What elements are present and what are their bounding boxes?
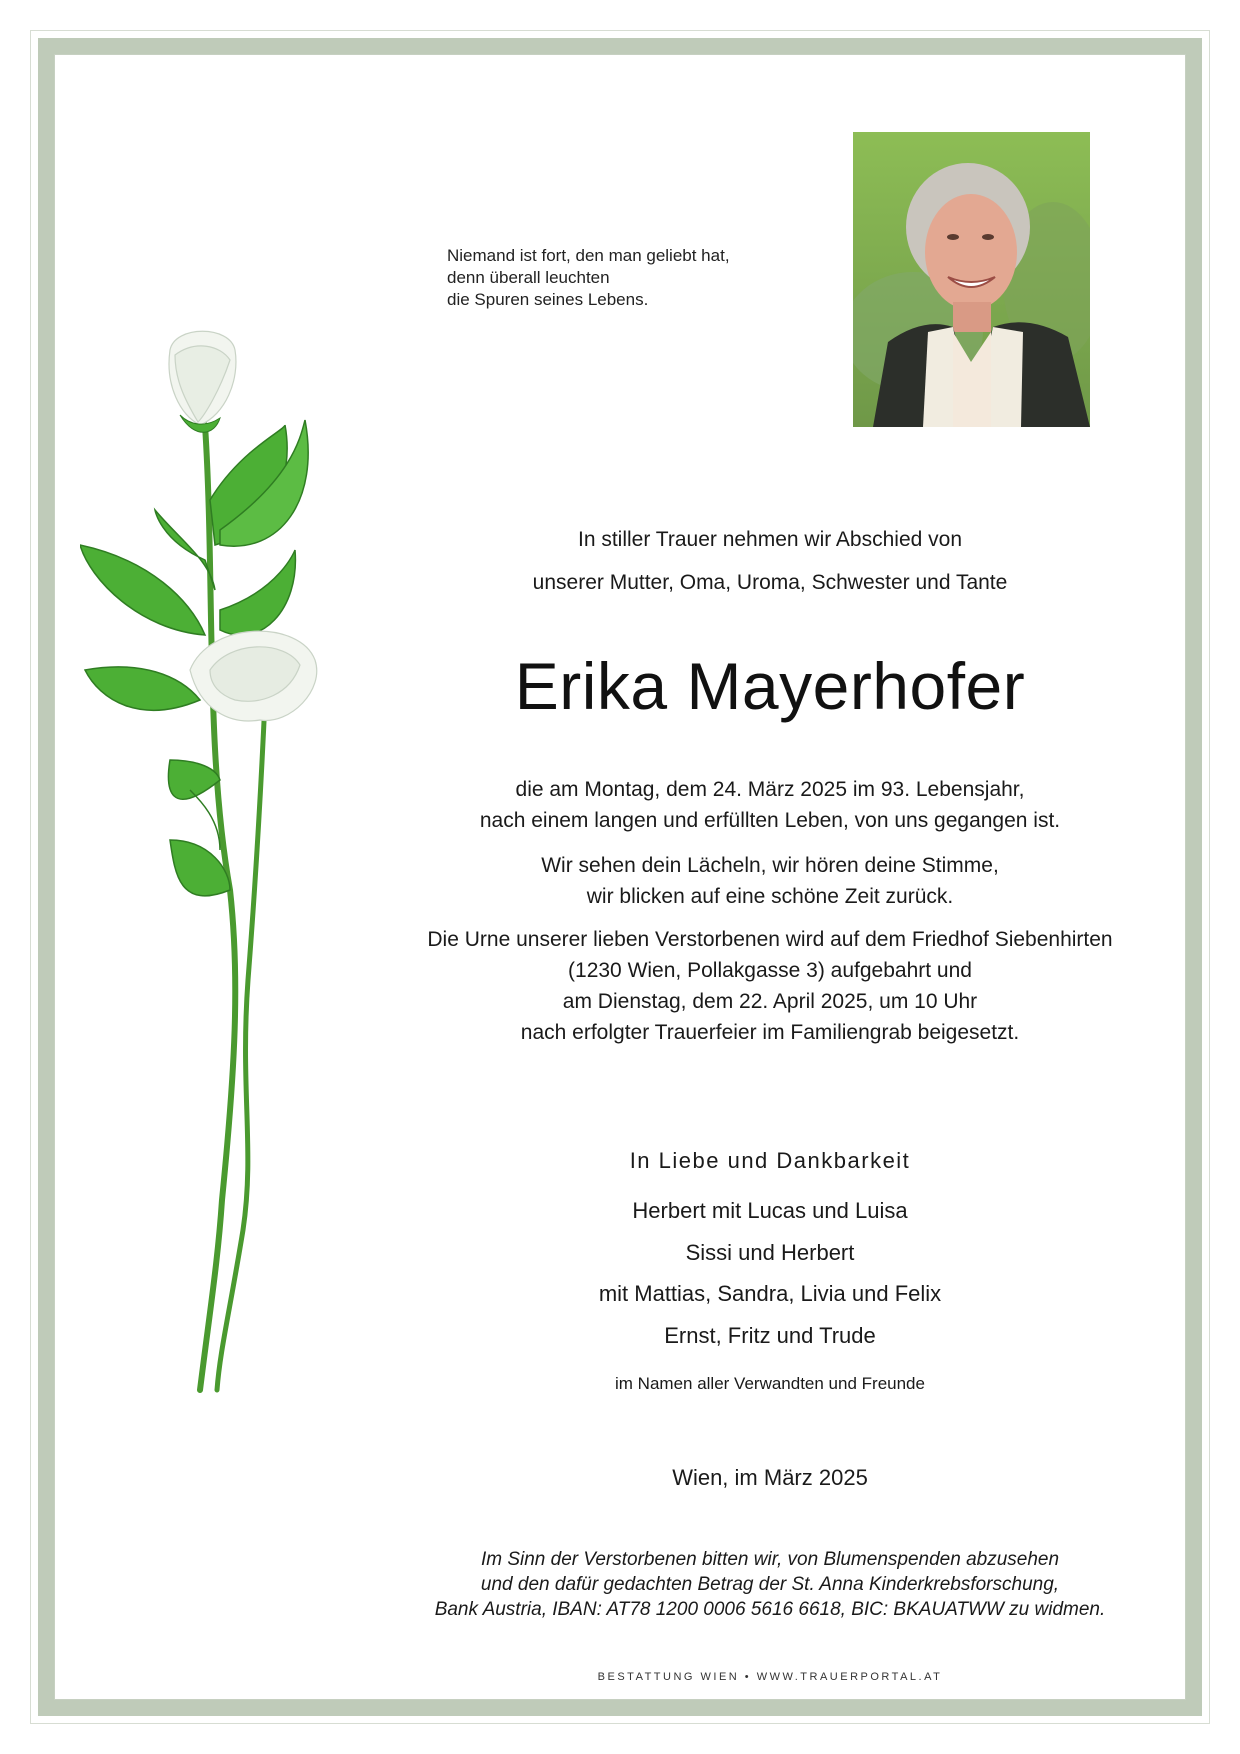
mourner-line: Herbert mit Lucas und Luisa [632, 1198, 908, 1223]
relatives-note: im Namen aller Verwandten und Freunde [615, 1374, 925, 1393]
footer-credit: BESTATTUNG WIEN • WWW.TRAUERPORTAL.AT [597, 1671, 943, 1683]
motto-line: denn überall leuchten [447, 268, 610, 287]
motto-quote [447, 245, 730, 311]
donation-line: Bank Austria, IBAN: AT78 1200 0006 5616 6618, BIC: BKAUATWW zu widmen. [434, 1599, 1106, 1620]
poem-line: Wir sehen dein Lächeln, wir hören deine Stimme, [541, 854, 999, 877]
funeral-line: am Dienstag, dem 22. April 2025, um 10 Uhr [562, 990, 978, 1013]
funeral-line: nach erfolgter Trauerfeier im Familiengrab beigesetzt. [520, 1021, 1020, 1044]
funeral-line: Die Urne unserer lieben Verstorbenen wird auf dem Friedhof Siebenhirten [427, 928, 1113, 951]
mourners-list [370, 1190, 1170, 1356]
mourner-line: Sissi und Herbert [685, 1239, 855, 1265]
intro-line: unserer Mutter, Oma, Uroma, Schwester und Tante [532, 571, 1008, 594]
death-notice [370, 774, 1170, 836]
donation-request [370, 1547, 1170, 1622]
portrait-photo [853, 132, 1090, 427]
funeral-details [370, 924, 1170, 1048]
motto-line: die Spuren seines Lebens. [447, 290, 649, 309]
intro-text [370, 518, 1170, 604]
death-line: nach einem langen und erfüllten Leben, von uns gegangen ist. [479, 809, 1061, 832]
donation-line: und den dafür gedachten Betrag der St. Anna Kinderkrebsforschung, [480, 1574, 1060, 1595]
motto-line: Niemand ist fort, den man geliebt hat, [447, 246, 730, 265]
donation-line: Im Sinn der Verstorbenen bitten wir, von Blumenspenden abzusehen [480, 1549, 1060, 1570]
funeral-line: (1230 Wien, Pollakgasse 3) aufgebahrt und [568, 959, 972, 982]
rose-illustration [80, 330, 370, 1410]
place-date: Wien, im März 2025 [672, 1465, 868, 1490]
poem-line: wir blicken auf eine schöne Zeit zurück. [586, 885, 954, 908]
poem-text [370, 850, 1170, 912]
thanks-heading: In Liebe und Dankbarkeit [629, 1148, 911, 1173]
death-line: die am Montag, dem 24. März 2025 im 93. Lebensjahr, [515, 778, 1025, 801]
intro-line: In stiller Trauer nehmen wir Abschied von [577, 528, 963, 551]
deceased-name: Erika Mayerhofer [514, 649, 1026, 723]
mourner-line: Ernst, Fritz und Trude [664, 1322, 876, 1348]
mourner-line: mit Mattias, Sandra, Livia und Felix [598, 1281, 942, 1306]
